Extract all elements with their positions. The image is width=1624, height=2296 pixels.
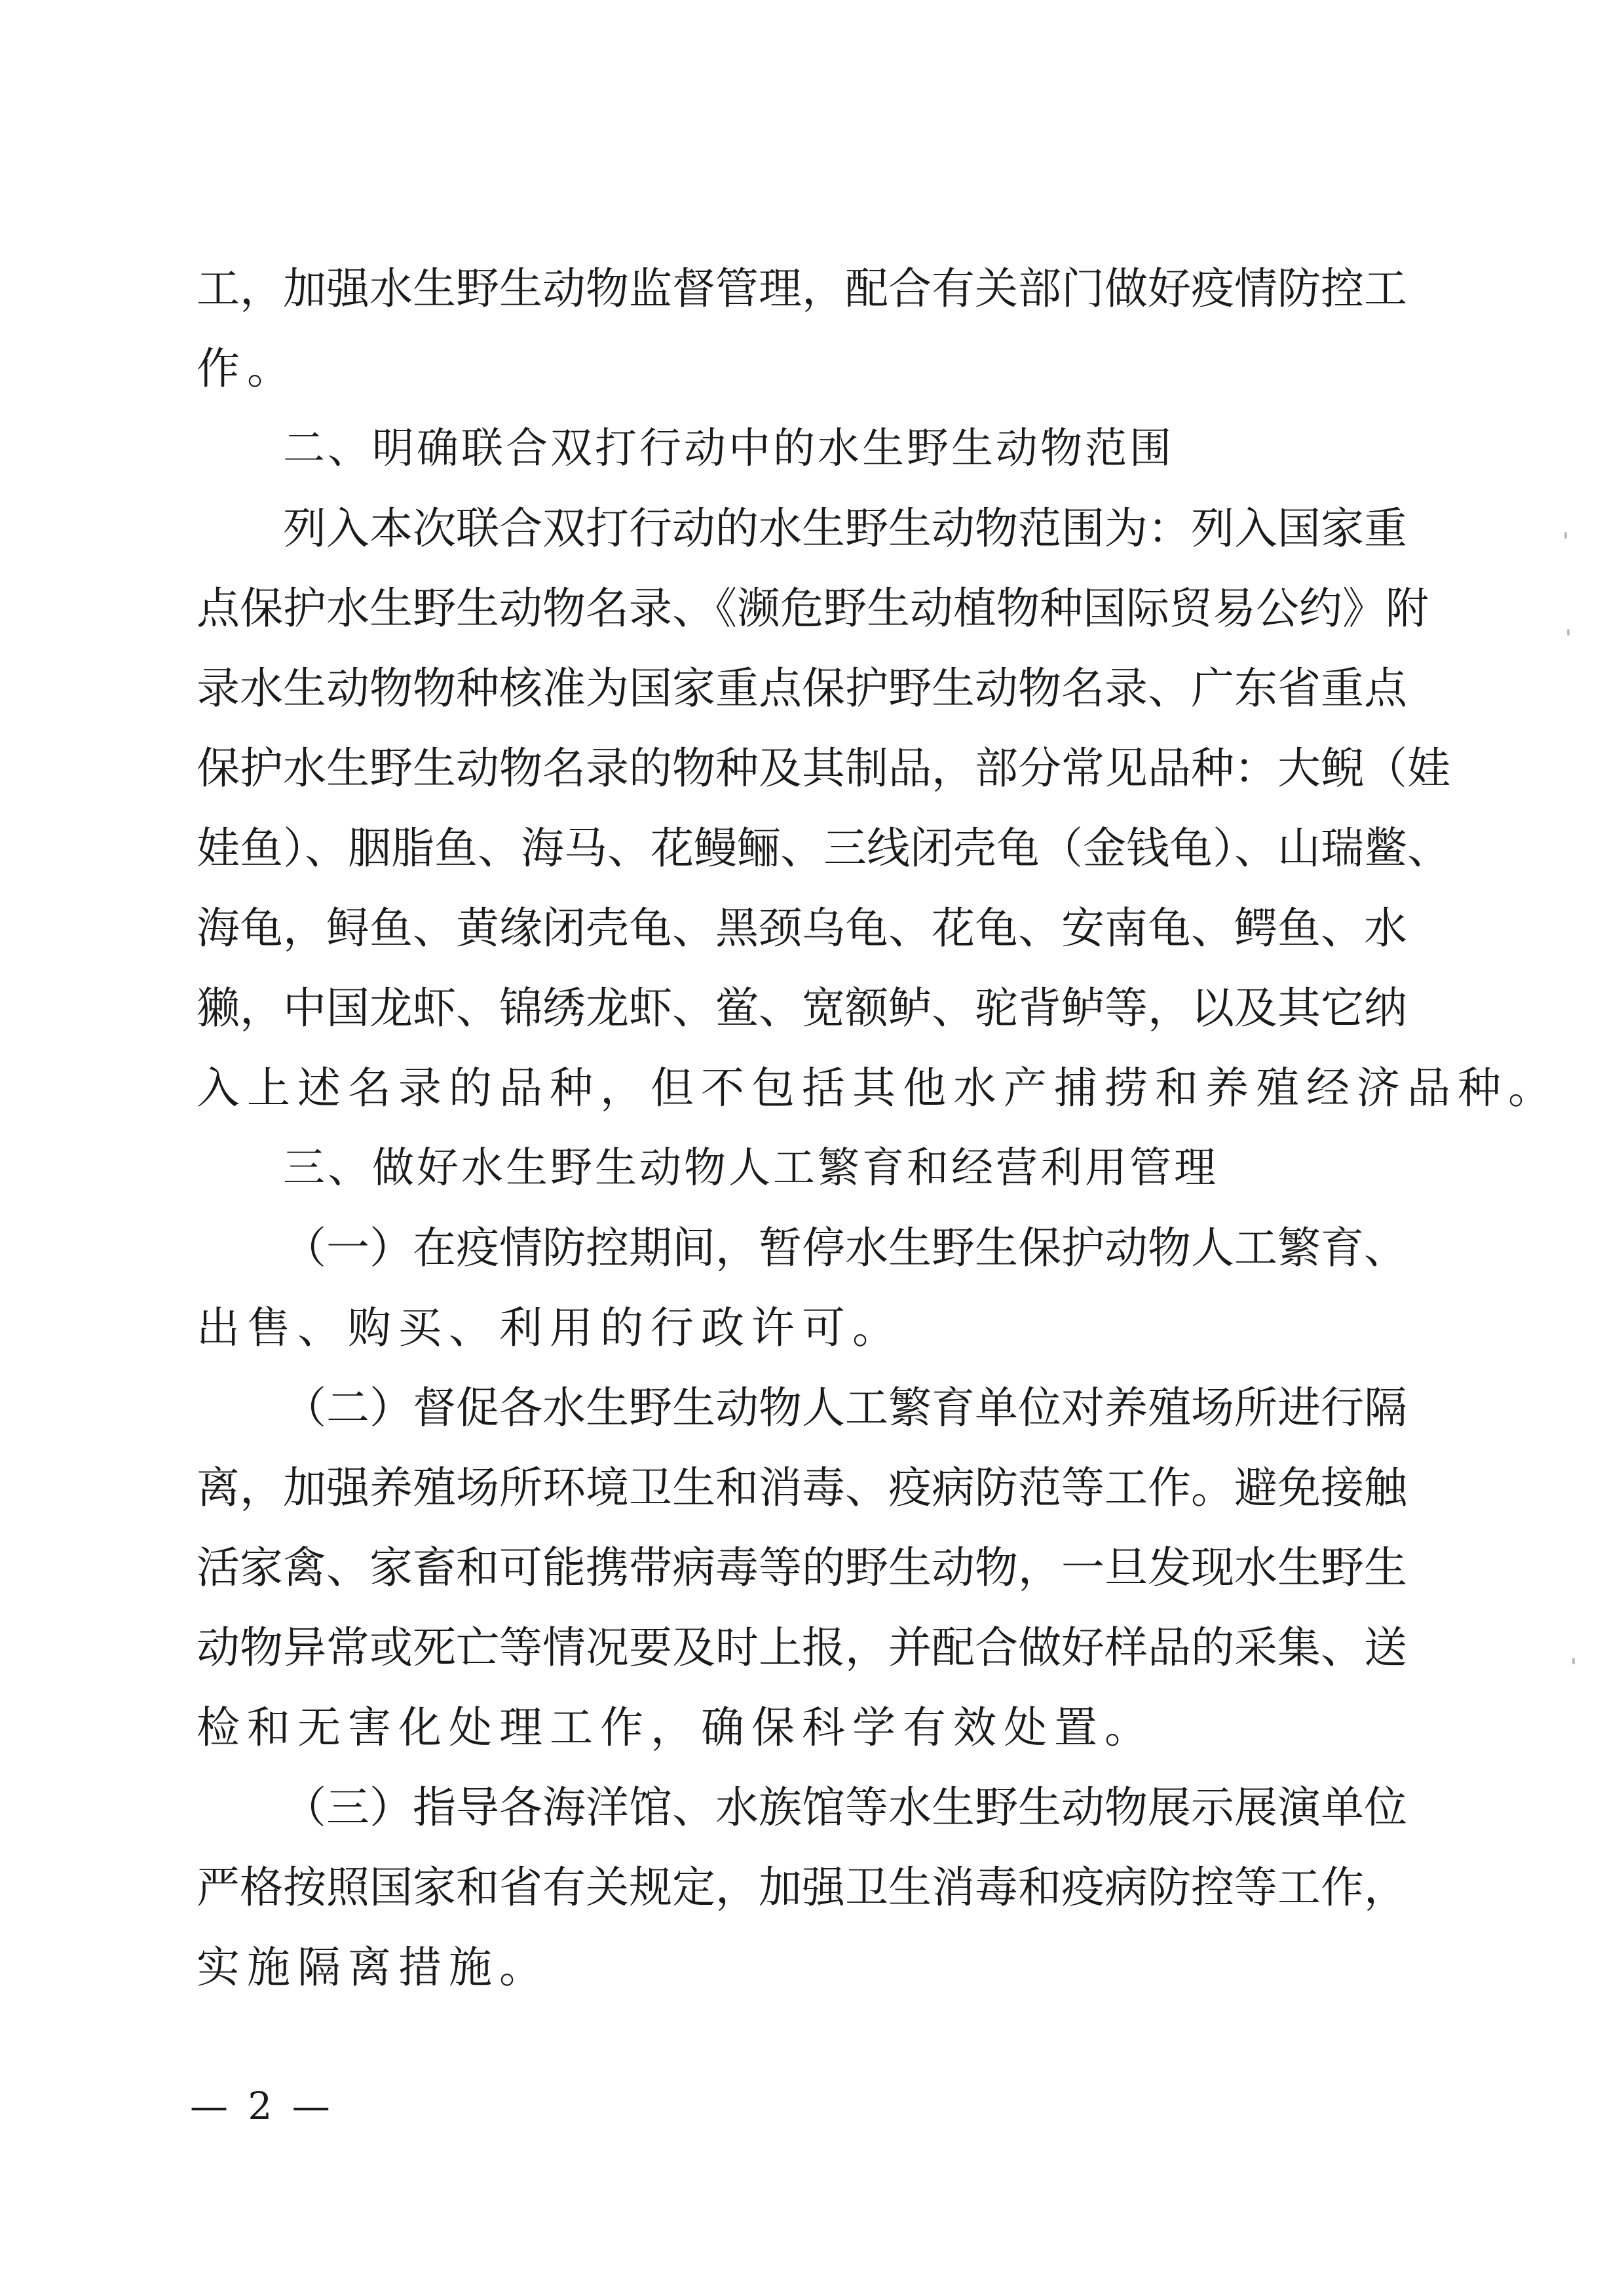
scan-speck: [1564, 532, 1567, 539]
body-line: 活家禽、家畜和可能携带病毒等的野生动物，一旦发现水生野生: [197, 1542, 1407, 1593]
body-line: （一）在疫情防控期间，暂停水生野生保护动物人工繁育、: [283, 1223, 1407, 1273]
scan-speck: [1572, 1658, 1575, 1664]
document-body: [197, 249, 1558, 2008]
section-heading: 二、明确联合双打行动中的水生野生动物范围: [283, 425, 1174, 473]
scan-speck: [1567, 629, 1570, 636]
body-line: 保护水生野生动物名录的物种及其制品，部分常见品种：大鲵（娃: [197, 743, 1450, 794]
body-line: 录水生动物物种核准为国家重点保护野生动物名录、广东省重点: [197, 663, 1407, 714]
body-line: 点保护水生野生动物名录、《濒危野生动植物种国际贸易公约》附: [197, 583, 1429, 634]
body-line: 实施隔离措施。: [197, 1942, 550, 1993]
body-line: 娃鱼）、胭脂鱼、海马、花鳗鲡、三线闭壳龟（金钱龟）、山瑞鳖、: [197, 823, 1450, 873]
body-line: （二）督促各水生野生动物人工繁育单位对养殖场所进行隔: [283, 1383, 1407, 1433]
body-line: 动物异常或死亡等情况要及时上报，并配合做好样品的采集、送: [197, 1622, 1407, 1673]
body-line: 出售、购买、利用的行政许可。: [197, 1303, 903, 1353]
body-line: 严格按照国家和省有关规定，加强卫生消毒和疫病防控等工作，: [197, 1862, 1407, 1913]
body-line: （三）指导各海洋馆、水族馆等水生野生动物展示展演单位: [283, 1782, 1407, 1833]
body-line: 列入本次联合双打行动的水生野生动物范围为：列入国家重: [283, 503, 1407, 554]
body-line: 作。: [197, 343, 297, 394]
body-line: 獭，中国龙虾、锦绣龙虾、鲎、宽额鲈、驼背鲈等，以及其它纳: [197, 983, 1407, 1033]
body-line: 工，加强水生野生动物监督管理，配合有关部门做好疫情防控工: [197, 263, 1407, 314]
body-line: 海龟，鲟鱼、黄缘闭壳龟、黑颈乌龟、花龟、安南龟、鳄鱼、水: [197, 903, 1407, 953]
section-heading: 三、做好水生野生动物人工繁育和经营利用管理: [283, 1144, 1218, 1193]
body-line: 入上述名录的品种，但不包括其他水产捕捞和养殖经济品种。: [197, 1063, 1558, 1113]
body-line: 检和无害化处理工作，确保科学有效处置。: [197, 1702, 1155, 1753]
body-line: 离，加强养殖场所环境卫生和消毒、疫病防范等工作。避免接触: [197, 1463, 1407, 1513]
page-number: — 2 —: [190, 2084, 334, 2128]
